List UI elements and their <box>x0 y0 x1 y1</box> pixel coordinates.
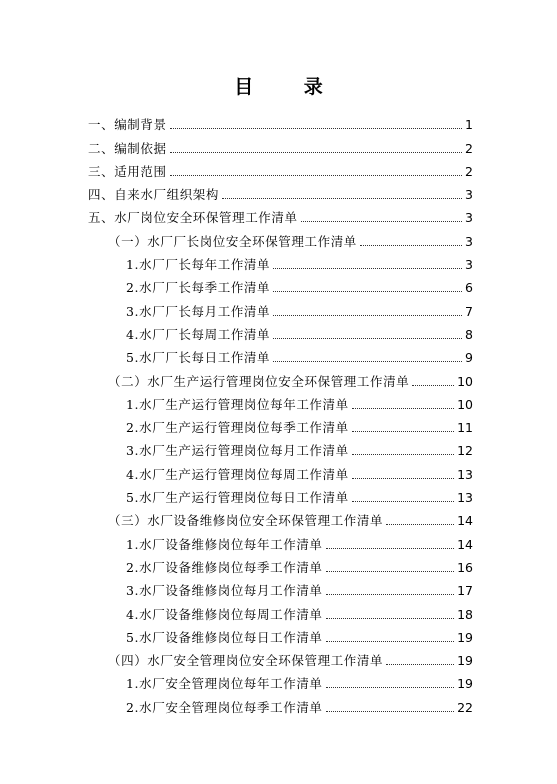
dot-leader <box>222 198 462 199</box>
dot-leader <box>170 152 462 153</box>
dot-leader <box>301 221 462 222</box>
dot-leader <box>352 501 454 502</box>
toc-entry[interactable] <box>0 461 557 484</box>
toc-entry[interactable] <box>0 135 557 158</box>
dot-leader <box>352 408 454 409</box>
toc-entry-page-number: 19 <box>457 676 473 692</box>
toc-entry-label: 1.水厂生产运行管理岗位每年工作清单 <box>126 396 349 412</box>
toc-entry-page-number: 13 <box>457 466 473 482</box>
toc-entry[interactable] <box>0 252 557 275</box>
toc-entry[interactable] <box>0 578 557 601</box>
toc-entry-label: 5.水厂设备维修岗位每日工作清单 <box>126 629 323 645</box>
dot-leader <box>386 524 454 525</box>
toc-entry-page-number: 22 <box>457 699 473 715</box>
toc-entry[interactable] <box>0 159 557 182</box>
toc-entry-label: 三、适用范围 <box>88 163 167 179</box>
toc-entry-label: 一、编制背景 <box>88 117 167 133</box>
dot-leader <box>273 291 462 292</box>
toc-entry-page-number: 16 <box>457 559 473 575</box>
toc-entry-page-number: 6 <box>465 280 473 296</box>
page-title: 目 录 <box>234 76 345 98</box>
dot-leader <box>326 618 455 619</box>
toc-entry[interactable] <box>0 392 557 415</box>
toc-entry-page-number: 10 <box>457 373 473 389</box>
toc-entry[interactable] <box>0 182 557 205</box>
toc-entry-page-number: 19 <box>457 629 473 645</box>
toc-entry-label: 1.水厂设备维修岗位每年工作清单 <box>126 536 323 552</box>
toc-entry-page-number: 12 <box>457 443 473 459</box>
toc-entry-page-number: 7 <box>465 303 473 319</box>
toc-entry-page-number: 11 <box>457 420 473 436</box>
dot-leader <box>273 268 462 269</box>
dot-leader <box>352 478 454 479</box>
toc-entry[interactable] <box>0 694 557 717</box>
toc-entry[interactable] <box>0 368 557 391</box>
toc-entry-label: 五、水厂岗位安全环保管理工作清单 <box>88 210 298 226</box>
toc-entry-label: 2.水厂厂长每季工作清单 <box>126 280 271 296</box>
toc-entry-page-number: 18 <box>457 606 473 622</box>
dot-leader <box>326 711 455 712</box>
toc-entry[interactable] <box>0 415 557 438</box>
toc-entry[interactable] <box>0 625 557 648</box>
toc-entry-page-number: 19 <box>457 653 473 669</box>
dot-leader <box>170 128 462 129</box>
dot-leader <box>326 641 455 642</box>
toc-entry-label: 2.水厂设备维修岗位每季工作清单 <box>126 559 323 575</box>
toc-entry[interactable] <box>0 228 557 251</box>
table-of-contents <box>0 112 557 718</box>
toc-entry-label: 4.水厂厂长每周工作清单 <box>126 326 271 342</box>
toc-entry-label: 3.水厂设备维修岗位每月工作清单 <box>126 583 323 599</box>
toc-entry[interactable] <box>0 112 557 135</box>
toc-entry-label: 1.水厂厂长每年工作清单 <box>126 257 271 273</box>
dot-leader <box>273 361 462 362</box>
toc-entry-label: 5.水厂厂长每日工作清单 <box>126 350 271 366</box>
dot-leader <box>412 385 454 386</box>
dot-leader <box>273 315 462 316</box>
toc-entry-page-number: 8 <box>465 326 473 342</box>
toc-entry-label: （三）水厂设备维修岗位安全环保管理工作清单 <box>108 513 384 529</box>
toc-entry-page-number: 3 <box>465 233 473 249</box>
toc-entry[interactable] <box>0 438 557 461</box>
toc-entry[interactable] <box>0 555 557 578</box>
toc-entry[interactable] <box>0 205 557 228</box>
dot-leader <box>386 664 454 665</box>
dot-leader <box>273 338 462 339</box>
toc-entry-page-number: 3 <box>465 257 473 273</box>
dot-leader <box>326 594 455 595</box>
toc-entry-label: （一）水厂厂长岗位安全环保管理工作清单 <box>108 233 357 249</box>
toc-entry-page-number: 1 <box>465 117 473 133</box>
toc-entry-page-number: 14 <box>457 536 473 552</box>
toc-entry-label: 4.水厂设备维修岗位每周工作清单 <box>126 606 323 622</box>
toc-entry-page-number: 3 <box>465 210 473 226</box>
toc-entry[interactable] <box>0 298 557 321</box>
toc-entry[interactable] <box>0 322 557 345</box>
toc-entry-page-number: 9 <box>465 350 473 366</box>
dot-leader <box>326 687 455 688</box>
toc-entry-label: 3.水厂厂长每月工作清单 <box>126 303 271 319</box>
toc-entry-page-number: 2 <box>465 163 473 179</box>
toc-entry-page-number: 13 <box>457 490 473 506</box>
toc-entry-label: 二、编制依据 <box>88 140 167 156</box>
toc-entry[interactable] <box>0 485 557 508</box>
toc-entry-page-number: 17 <box>457 583 473 599</box>
toc-entry-label: （四）水厂安全管理岗位安全环保管理工作清单 <box>108 653 384 669</box>
dot-leader <box>352 454 454 455</box>
toc-entry-page-number: 2 <box>465 140 473 156</box>
toc-entry-page-number: 3 <box>465 187 473 203</box>
toc-entry-label: 2.水厂生产运行管理岗位每季工作清单 <box>126 420 349 436</box>
toc-entry[interactable] <box>0 601 557 624</box>
dot-leader <box>352 431 454 432</box>
toc-entry[interactable] <box>0 648 557 671</box>
toc-entry[interactable] <box>0 508 557 531</box>
toc-entry-label: 1.水厂安全管理岗位每年工作清单 <box>126 676 323 692</box>
dot-leader <box>360 245 462 246</box>
toc-entry-page-number: 10 <box>457 396 473 412</box>
toc-entry[interactable] <box>0 531 557 554</box>
toc-entry-label: 3.水厂生产运行管理岗位每月工作清单 <box>126 443 349 459</box>
dot-leader <box>326 548 455 549</box>
toc-entry[interactable] <box>0 275 557 298</box>
dot-leader <box>326 571 455 572</box>
toc-entry-label: 四、自来水厂组织架构 <box>88 187 220 203</box>
toc-entry-label: （二）水厂生产运行管理岗位安全环保管理工作清单 <box>108 373 410 389</box>
toc-entry-page-number: 14 <box>457 513 473 529</box>
toc-entry-label: 2.水厂安全管理岗位每季工作清单 <box>126 699 323 715</box>
toc-entry-label: 4.水厂生产运行管理岗位每周工作清单 <box>126 466 349 482</box>
toc-entry-label: 5.水厂生产运行管理岗位每日工作清单 <box>126 490 349 506</box>
toc-entry[interactable] <box>0 345 557 368</box>
toc-entry[interactable] <box>0 671 557 694</box>
dot-leader <box>170 175 462 176</box>
